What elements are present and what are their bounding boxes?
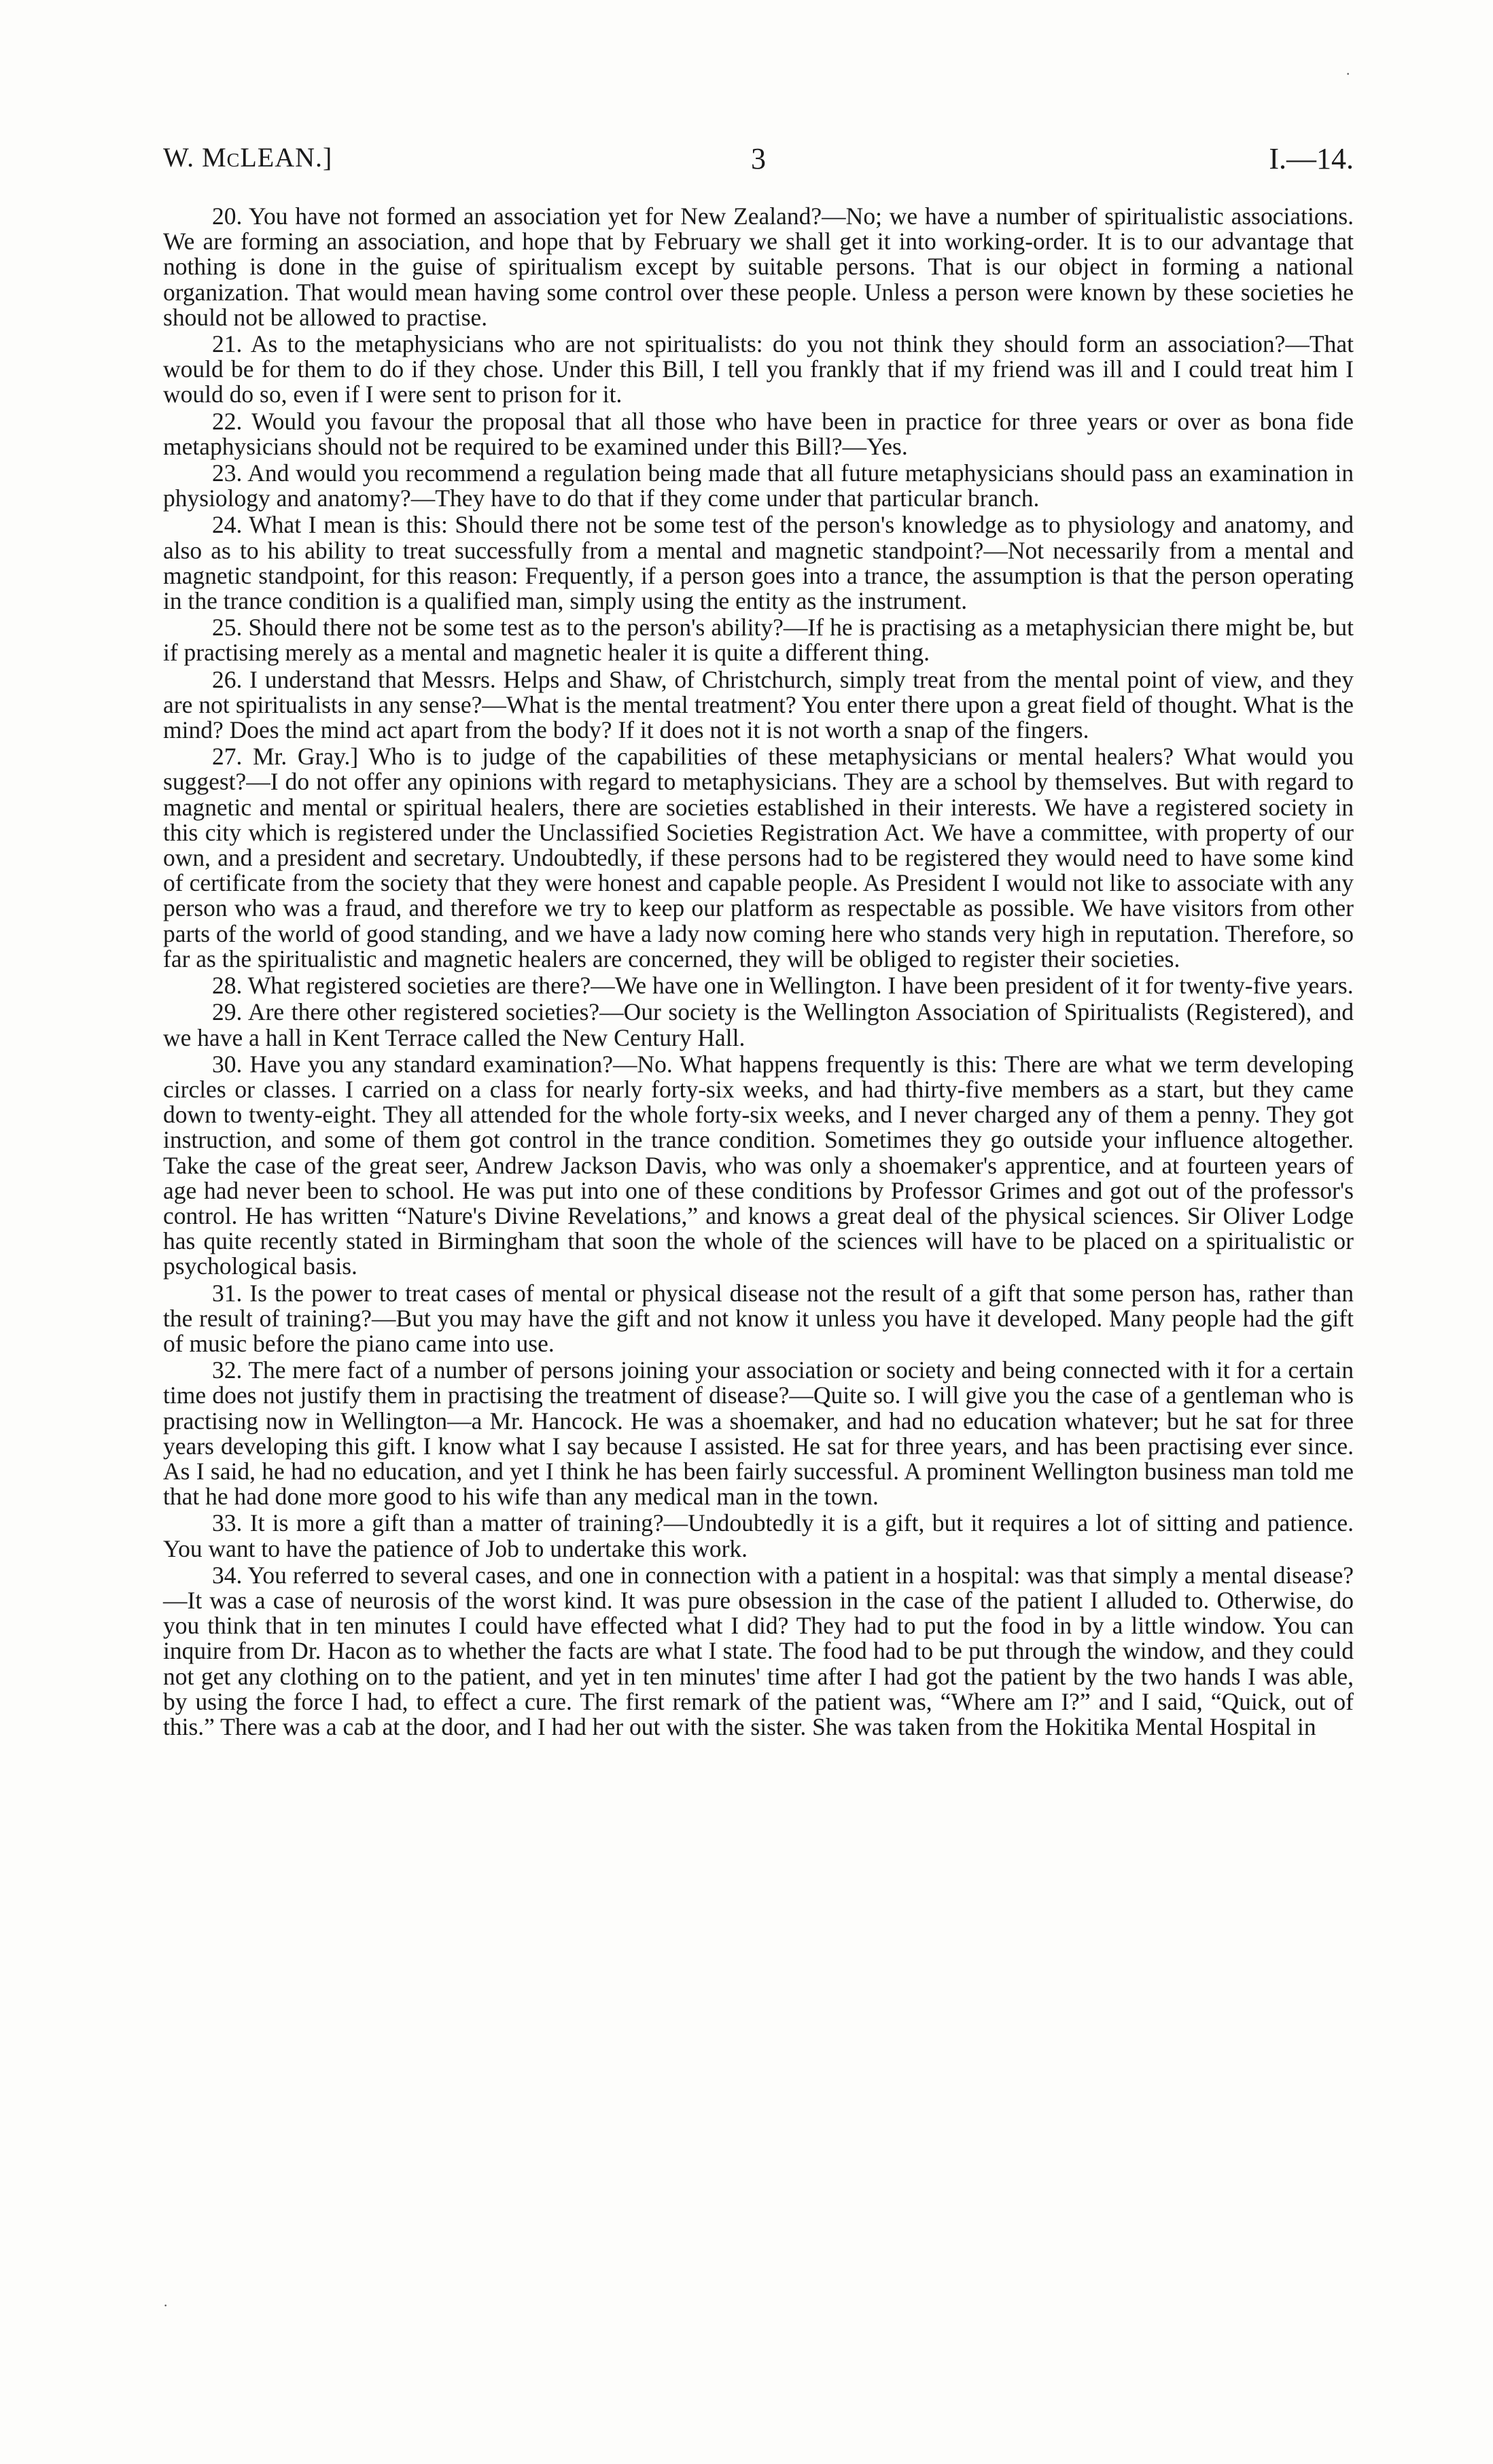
paragraph-20 [163,204,1354,330]
question-number: 22. [212,407,243,435]
paragraph-24 [163,512,1354,614]
witness-name: W. McLEAN.] [163,142,333,173]
question-number: 27. [212,743,243,771]
paragraph-text: What I mean is this: Should there not be some test of the person's knowledge as to physiology and anatomy, and also as to his ability to treat successfully from a mental and magnetic standpoint?—Not necessarily from a mental and magnetic standpoint, for this reason: Frequently, if a person goes into a trance, the assumption is that the person operating in the trance condition is a qualified man, simply using the entity as the instrument. [163,511,1354,615]
paragraph-text: As to the metaphysicians who are not spiritualists: do you not think they should form an association?—That would be for them to do if they chose. Under this Bill, I tell you frankly that if my friend was ill and I could treat him I would do so, even if I were sent to prison for it. [163,330,1354,408]
document-reference: I.—14. [1269,142,1354,175]
paragraph-28 [163,973,1354,998]
running-head [163,141,1354,182]
paragraph-text: You referred to several cases, and one in connection with a patient in a hospital: was that simply a mental disease?—It was a case of neurosis of the worst kind. It was pure obsession in the case of the patient I alluded to. Otherwise, do you think that in ten minutes I could have effected what I did? They had to put the food in by a little window. You can inquire from Dr. Hacon as to whether the facts are what I state. The food had to be put through the window, and they could not get any clothing on to the patient, and yet in ten minutes' time after I had got the patient by the two hands I was able, by using the force I had, to effect a cure. The first remark of the patient was, “Where am I?” and I said, “Quick, out of this.” There was a cab at the door, and I had her out with the sister. She was taken from the Hokitika Mental Hospital in [163,1561,1354,1740]
paragraph-text: The mere fact of a number of persons joining your association or society and being connected with it for a certain time does not justify them in practising the treatment of disease?—Quite so. I will give you the case of a gentleman who is practising now in Wellington—a Mr. Hancock. He was a shoemaker, and had no education whatever; but he sat for three years developing this gift. I know what I say because I assisted. He sat for three years, and has been practising ever since. As I said, he had no education, and yet I think he has been fairly successful. A prominent Wellington business man told me that he had done more good to his wife than any medical man in the town. [163,1356,1354,1511]
paragraph-29 [163,1000,1354,1050]
question-number: 24. [212,511,243,539]
paragraph-text: I understand that Messrs. Helps and Shaw, of Christchurch, simply treat from the mental point of view, and they are not spiritualists in any sense?—What is the mental treatment? You enter there upon a great field of thought. What is the mind? Does the mind act apart from the body? If it does not it is not worth a snap of the fingers. [163,665,1354,744]
question-number: 20. [212,203,243,230]
paragraph-27 [163,744,1354,972]
paragraph-33 [163,1511,1354,1561]
question-number: 34. [212,1561,243,1589]
paragraph-text: Mr. Gray.] Who is to judge of the capabilities of these metaphysicians or mental healers? What would you suggest?—I do not offer any opinions with regard to metaphysicians. They are a school by themselves. But with regard to magnetic and mental or spiritual healers, there are societies established in their interests. We have a registered society in this city which is registered under the Unclassified Societies Registration Act. We have a committee, with property of our own, and a president and secretary. Undoubtedly, if these persons had to be registered they would need to have some kind of certificate from the society that they were honest and capable people. As President I would not like to associate with any person who was a fraud, and therefore we try to keep our platform as respectable as possible. We have visitors from other parts of the world of good standing, and we have a lady now coming here who stands very high in reputation. Therefore, so far as the spiritualistic and magnetic healers are concerned, they will be obliged to register their societies. [163,743,1354,972]
paragraph-23 [163,461,1354,511]
page-number: 3 [751,142,766,175]
question-number: 31. [212,1279,243,1307]
question-number: 33. [212,1509,243,1537]
paragraph-text: Should there not be some test as to the person's ability?—If he is practising as a metaphysician there might be, but if practising merely as a mental and magnetic healer it is quite a different thing. [163,614,1354,667]
paragraph-text: You have not formed an association yet for New Zealand?—No; we have a number of spiritualistic associations. We are forming an association, and hope that by February we shall get it into working-order. It is to our advantage that nothing is done in the guise of spiritualism except by suitable persons. That is our object in forming a national organization. That would mean having some control over these people. Unless a person were known by these societies he should not be allowed to practise. [163,203,1354,331]
paragraph-text: And would you recommend a regulation being made that all future metaphysicians should pass an examination in physiology and anatomy?—They have to do that if they come under that particular branch. [163,459,1354,512]
paragraph-30 [163,1052,1354,1280]
question-number: 30. [212,1050,243,1078]
question-number: 29. [212,998,243,1026]
question-number: 32. [212,1356,243,1384]
paragraph-22 [163,409,1354,459]
paragraph-text: Are there other registered societies?—Our society is the Wellington Association of Spiritualists (Registered), and we have a hall in Kent Terrace called the New Century Hall. [163,998,1354,1051]
paragraph-text: What registered societies are there?—We have one in Wellington. I have been president of it for twenty-five years. [247,972,1354,1000]
paragraph-26 [163,667,1354,743]
scan-speck: · [1346,65,1351,82]
question-number: 25. [212,614,243,641]
scan-speck: · [163,2297,169,2314]
question-number: 23. [212,459,243,487]
question-number: 26. [212,665,243,693]
paragraph-25 [163,615,1354,665]
paragraph-text: Would you favour the proposal that all those who have been in practice for three years or over as bona fide metaphysicians should not be required to be examined under this Bill?—Yes. [163,407,1354,460]
paragraph-text: Is the power to treat cases of mental or physical disease not the result of a gift that some person has, rather than the result of training?—But you may have the gift and not know it unless you have it developed. Many people had the gift of music before the piano came into use. [163,1279,1354,1357]
paragraph-text: Have you any standard examination?—No. What happens frequently is this: There are what we term developing circles or classes. I carried on a class for nearly forty-six weeks, and had thirty-five members as a start, but they came down to twenty-eight. They all attended for the whole forty-six weeks, and I never charged any of them a penny. They got instruction, and some of them got control in the trance condition. Sometimes they go outside your influence altogether. Take the case of the great seer, Andrew Jackson Davis, who was only a shoemaker's apprentice, and at fourteen years of age had never been to school. He was put into one of these conditions by Professor Grimes and got out of the professor's control. He has written “Nature's Divine Revelations,” and knows a great deal of the physical sciences. Sir Oliver Lodge has quite recently stated in Birmingham that soon the whole of the sciences will have to be placed on a spiritualistic or psychological basis. [163,1050,1354,1280]
paragraph-34 [163,1563,1354,1740]
paragraph-31 [163,1281,1354,1357]
testimony-body [163,204,1354,1741]
paragraph-text: It is more a gift than a matter of training?—Undoubtedly it is a gift, but it requires a lot of sitting and patience. You want to have the patience of Job to undertake this work. [163,1509,1354,1562]
question-number: 21. [212,330,243,358]
paragraph-21 [163,332,1354,408]
question-number: 28. [212,972,243,1000]
paragraph-32 [163,1358,1354,1509]
